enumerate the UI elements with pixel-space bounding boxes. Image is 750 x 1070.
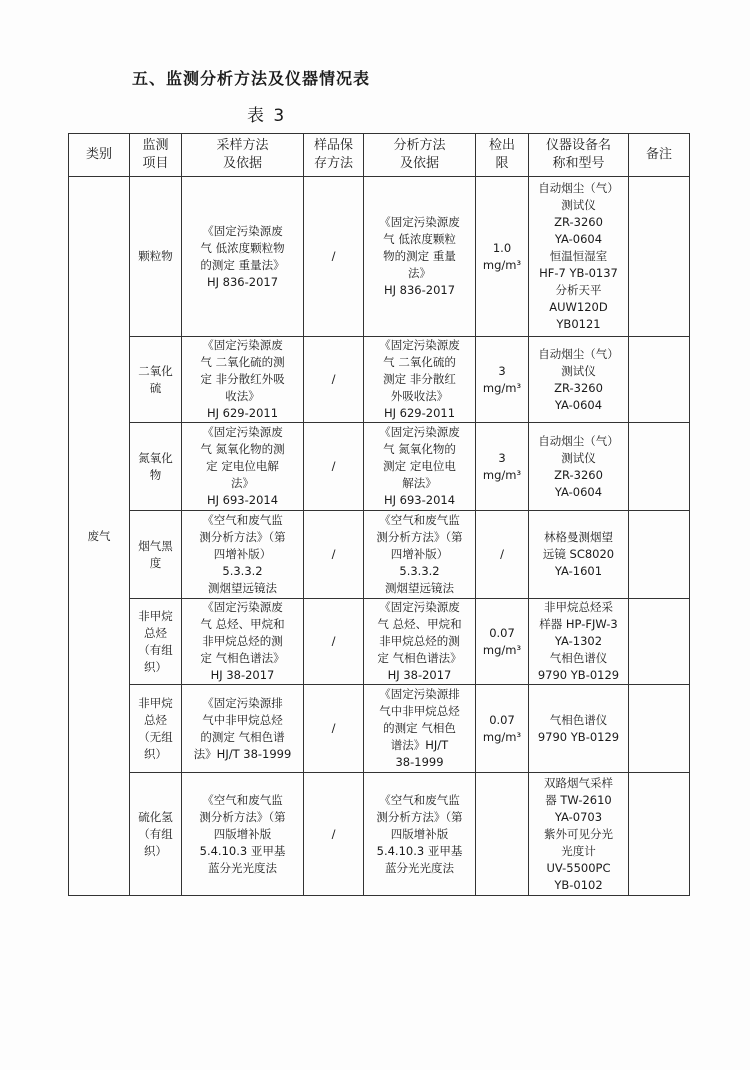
table-row	[69, 511, 690, 599]
detection-limit-cell: 1.0 mg/m³	[476, 177, 529, 337]
note-cell	[629, 685, 690, 773]
instrument-cell: 气相色谱仪 9790 YB-0129	[529, 685, 629, 773]
note-cell	[629, 337, 690, 423]
instrument-cell: 自动烟尘（气） 测试仪 ZR-3260 YA-0604 恒温恒湿室 HF-7 YB-0137 分析天平 AUW120D YB0121	[529, 177, 629, 337]
storage-cell: /	[304, 773, 364, 896]
item-cell: 烟气黑 度	[130, 511, 182, 599]
analysis-method-cell: 《固定污染源废 气 低浓度颗粒 物的测定 重量 法》 HJ 836-2017	[364, 177, 476, 337]
detection-limit-cell: /	[476, 511, 529, 599]
detection-limit-cell: 0.07 mg/m³	[476, 599, 529, 685]
sampling-method-cell: 《空气和废气监 测分析方法》（第 四版增补版 5.4.10.3 亚甲基 蓝分光光度法	[182, 773, 304, 896]
table-row	[69, 423, 690, 511]
table-header-row	[69, 134, 690, 177]
item-cell: 二氧化 硫	[130, 337, 182, 423]
column-header: 仪器设备名 称和型号	[529, 134, 629, 177]
analysis-method-cell: 《固定污染源废 气 总烃、甲烷和 非甲烷总烃的测 定 气相色谱法》 HJ 38-2017	[364, 599, 476, 685]
instrument-cell: 自动烟尘（气） 测试仪 ZR-3260 YA-0604	[529, 337, 629, 423]
note-cell	[629, 599, 690, 685]
detection-limit-cell	[476, 773, 529, 896]
analysis-method-cell: 《固定污染源废 气 二氧化硫的 测定 非分散红 外吸收法》 HJ 629-2011	[364, 337, 476, 423]
column-header: 样品保 存方法	[304, 134, 364, 177]
note-cell	[629, 511, 690, 599]
note-cell	[629, 177, 690, 337]
column-header: 备注	[629, 134, 690, 177]
category-cell: 废气	[69, 177, 130, 896]
column-header: 监测 项目	[130, 134, 182, 177]
storage-cell: /	[304, 337, 364, 423]
monitoring-methods-table	[68, 133, 690, 896]
item-cell: 硫化氢 （有组 织）	[130, 773, 182, 896]
column-header: 检出 限	[476, 134, 529, 177]
column-header: 分析方法 及依据	[364, 134, 476, 177]
detection-limit-cell: 3 mg/m³	[476, 337, 529, 423]
analysis-method-cell: 《固定污染源排 气中非甲烷总烃 的测定 气相色 谱法》HJ/T 38-1999	[364, 685, 476, 773]
column-header: 类别	[69, 134, 130, 177]
analysis-method-cell: 《固定污染源废 气 氮氧化物的 测定 定电位电 解法》 HJ 693-2014	[364, 423, 476, 511]
detection-limit-cell: 0.07 mg/m³	[476, 685, 529, 773]
note-cell	[629, 423, 690, 511]
sampling-method-cell: 《固定污染源排 气中非甲烷总烃 的测定 气相色谱 法》HJ/T 38-1999	[182, 685, 304, 773]
item-cell: 氮氧化 物	[130, 423, 182, 511]
storage-cell: /	[304, 685, 364, 773]
sampling-method-cell: 《固定污染源废 气 二氧化硫的测 定 非分散红外吸 收法》 HJ 629-2011	[182, 337, 304, 423]
sampling-method-cell: 《固定污染源废 气 总烃、甲烷和 非甲烷总烃的测 定 气相色谱法》 HJ 38-2017	[182, 599, 304, 685]
storage-cell: /	[304, 177, 364, 337]
section-heading: 五、监测分析方法及仪器情况表	[132, 69, 371, 88]
instrument-cell: 双路烟气采样 器 TW-2610 YA-0703 紫外可见分光 光度计 UV-5500PC YB-0102	[529, 773, 629, 896]
column-header: 采样方法 及依据	[182, 134, 304, 177]
item-cell: 非甲烷 总烃 （无组 织）	[130, 685, 182, 773]
table-row	[69, 337, 690, 423]
table-caption: 表 3	[247, 106, 287, 126]
instrument-cell: 非甲烷总烃采 样器 HP-FJW-3 YA-1302 气相色谱仪 9790 YB-0129	[529, 599, 629, 685]
table-row	[69, 773, 690, 896]
storage-cell: /	[304, 423, 364, 511]
table-row	[69, 685, 690, 773]
instrument-cell: 自动烟尘（气） 测试仪 ZR-3260 YA-0604	[529, 423, 629, 511]
analysis-method-cell: 《空气和废气监 测分析方法》（第 四增补版） 5.3.3.2 测烟望远镜法	[364, 511, 476, 599]
instrument-cell: 林格曼测烟望 远镜 SC8020 YA-1601	[529, 511, 629, 599]
item-cell: 非甲烷 总烃 （有组 织）	[130, 599, 182, 685]
analysis-method-cell: 《空气和废气监 测分析方法》（第 四版增补版 5.4.10.3 亚甲基 蓝分光光度法	[364, 773, 476, 896]
sampling-method-cell: 《固定污染源废 气 氮氧化物的测 定 定电位电解 法》 HJ 693-2014	[182, 423, 304, 511]
table-row	[69, 177, 690, 337]
storage-cell: /	[304, 511, 364, 599]
table-row	[69, 599, 690, 685]
item-cell: 颗粒物	[130, 177, 182, 337]
detection-limit-cell: 3 mg/m³	[476, 423, 529, 511]
storage-cell: /	[304, 599, 364, 685]
note-cell	[629, 773, 690, 896]
sampling-method-cell: 《空气和废气监 测分析方法》（第 四增补版） 5.3.3.2 测烟望远镜法	[182, 511, 304, 599]
sampling-method-cell: 《固定污染源废 气 低浓度颗粒物 的测定 重量法》 HJ 836-2017	[182, 177, 304, 337]
